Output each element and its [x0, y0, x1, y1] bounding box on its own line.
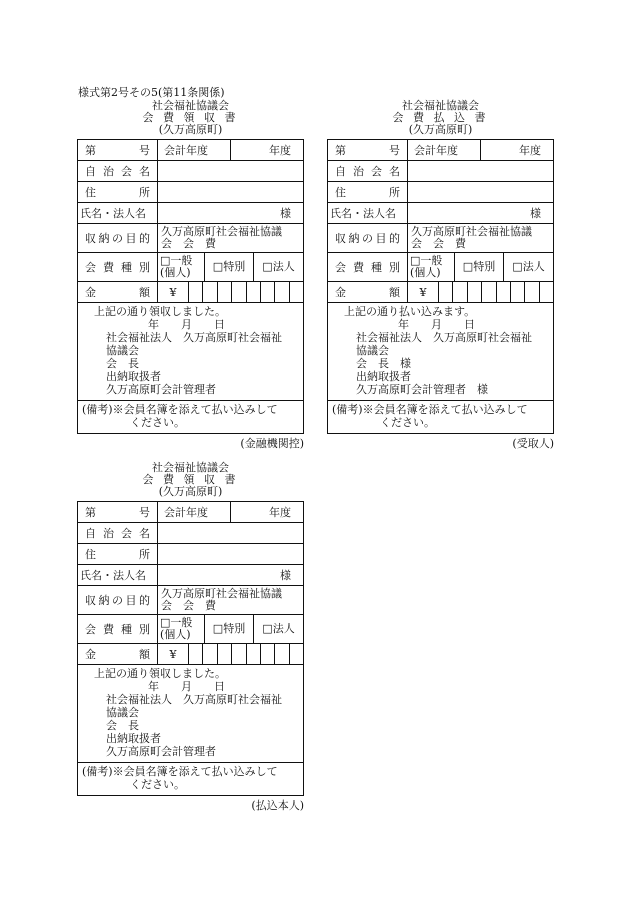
slip-header — [327, 100, 554, 139]
receipt-statement-block — [78, 665, 304, 763]
amount-digit-box — [231, 282, 245, 302]
accountant-line: 久万高原町会計管理者 様 — [356, 383, 488, 396]
label-name: 氏名・法人名 — [78, 203, 158, 224]
row-association — [78, 161, 304, 182]
kind-corp-checkbox[interactable]: □法人 — [253, 615, 303, 643]
address-field[interactable] — [158, 544, 304, 565]
label-year: 年度 — [230, 140, 303, 160]
row-address — [78, 544, 304, 565]
fiscal-year-cell[interactable] — [158, 140, 304, 161]
chair-line: 会 長 様 — [356, 357, 411, 370]
association-field[interactable] — [408, 161, 554, 182]
slip-title: 会 費 領 収 書 — [142, 111, 239, 124]
remarks-line: (備考)※会員名簿を添えて払い込みして — [82, 765, 278, 778]
label-number: 第 号 — [328, 140, 408, 161]
slip-title: 会 費 領 収 書 — [142, 473, 239, 486]
label-address: 住 所 — [328, 182, 408, 203]
org-line-cont: 協議会 — [356, 344, 389, 357]
kind-options — [158, 615, 304, 644]
row-name — [78, 203, 304, 224]
receipt-statement: 上記の通り領収しました。 — [94, 305, 226, 318]
amount-field[interactable] — [158, 282, 304, 303]
kind-options — [408, 253, 554, 282]
label-address: 住 所 — [78, 544, 158, 565]
amount-digit-box — [452, 282, 466, 302]
row-receipt — [78, 303, 304, 401]
slip-town: (久万高原町) — [158, 485, 223, 498]
row-receipt — [78, 665, 304, 763]
row-kind — [328, 253, 554, 282]
row-receipt — [328, 303, 554, 401]
remarks — [78, 763, 304, 796]
purpose-value: 久万高原町社会福祉協議 会 会 費 — [158, 586, 304, 615]
row-purpose — [78, 586, 304, 615]
slip-org: 社会福祉協議会 — [152, 461, 229, 474]
amount-digit-box — [188, 644, 202, 664]
label-fiscal-year: 会計年度 — [414, 143, 458, 157]
amount-digit-box — [231, 644, 245, 664]
kind-general-checkbox[interactable]: □一般 (個人) — [160, 254, 193, 279]
amount-digit-box — [188, 282, 202, 302]
row-association — [78, 523, 304, 544]
org-line: 社会福祉法人 久万高原町社会福祉 — [106, 331, 282, 344]
kind-special-checkbox[interactable]: □特別 — [454, 253, 503, 281]
remarks — [328, 401, 554, 434]
slip-header — [77, 462, 304, 501]
row-name — [328, 203, 554, 224]
date-line: 年 月 日 — [398, 318, 475, 331]
amount-digit-box — [510, 282, 524, 302]
purpose-value: 久万高原町社会福祉協議 会 会 費 — [158, 224, 304, 253]
row-purpose — [328, 224, 554, 253]
kind-corp-checkbox[interactable]: □法人 — [253, 253, 303, 281]
org-line-cont: 協議会 — [106, 344, 139, 357]
amount-field[interactable] — [158, 644, 304, 665]
amount-digit-box — [481, 282, 495, 302]
row-number — [78, 502, 304, 523]
amount-digit-box — [260, 644, 274, 664]
fiscal-year-cell[interactable] — [408, 140, 554, 161]
chair-line: 会 長 — [106, 357, 139, 370]
slip-town: (久万高原町) — [158, 123, 223, 136]
slip-copy-tag: (払込本人) — [251, 799, 304, 812]
currency-symbol: ¥ — [419, 285, 427, 299]
form-label: 様式第2号その5(第11条関係) — [78, 86, 225, 99]
receipt-statement-block — [78, 303, 304, 401]
amount-digit-box — [202, 282, 216, 302]
row-purpose — [78, 224, 304, 253]
purpose-value: 久万高原町社会福祉協議 会 会 費 — [408, 224, 554, 253]
receipt-statement: 上記の通り領収しました。 — [94, 667, 226, 680]
kind-general-checkbox[interactable]: □一般 (個人) — [410, 254, 443, 279]
row-amount — [328, 282, 554, 303]
name-field[interactable] — [158, 203, 304, 224]
currency-symbol: ¥ — [169, 647, 177, 661]
row-kind — [78, 615, 304, 644]
accountant-line: 久万高原町会計管理者 — [106, 383, 216, 396]
label-name: 氏名・法人名 — [78, 565, 158, 586]
label-fiscal-year: 会計年度 — [164, 505, 208, 519]
amount-digit-box — [524, 282, 538, 302]
amount-digit-box — [438, 282, 452, 302]
kind-special-checkbox[interactable]: □特別 — [204, 615, 253, 643]
amount-field[interactable] — [408, 282, 554, 303]
receipt-statement-block — [328, 303, 554, 401]
row-number — [78, 140, 304, 161]
date-line: 年 月 日 — [148, 318, 225, 331]
amount-digit-box — [274, 282, 288, 302]
slip-payment-recipient — [327, 100, 554, 450]
chair-line: 会 長 — [106, 719, 139, 732]
label-amount: 金 額 — [78, 282, 158, 303]
association-field[interactable] — [158, 523, 304, 544]
org-line: 社会福祉法人 久万高原町社会福祉 — [106, 693, 282, 706]
label-purpose: 収 納 の 目 的 — [78, 586, 158, 615]
amount-digit-box — [539, 282, 553, 302]
treasurer-line: 出納取扱者 — [106, 732, 161, 745]
slip-receipt-payer — [77, 462, 304, 812]
slip-town: (久万高原町) — [408, 123, 473, 136]
treasurer-line: 出納取扱者 — [356, 370, 411, 383]
label-year: 年度 — [480, 140, 553, 160]
amount-digit-box — [217, 644, 231, 664]
currency-symbol: ¥ — [169, 285, 177, 299]
remarks — [78, 401, 304, 434]
kind-options — [158, 253, 304, 282]
label-association: 自 治 会 名 — [78, 523, 158, 544]
row-remarks — [78, 401, 304, 434]
slip-table — [327, 139, 554, 434]
label-amount: 金 額 — [328, 282, 408, 303]
kind-corp-checkbox[interactable]: □法人 — [503, 253, 553, 281]
remarks-line-cont: ください。 — [130, 778, 185, 791]
label-fiscal-year: 会計年度 — [164, 143, 208, 157]
remarks-line: (備考)※会員名簿を添えて払い込みして — [332, 403, 528, 416]
label-kind: 会 費 種 別 — [78, 253, 158, 282]
sama-suffix: 様 — [280, 206, 291, 220]
label-association: 自 治 会 名 — [328, 161, 408, 182]
label-kind: 会 費 種 別 — [78, 615, 158, 644]
label-name: 氏名・法人名 — [328, 203, 408, 224]
address-field[interactable] — [408, 182, 554, 203]
row-amount — [78, 644, 304, 665]
slip-copy-tag: (受取人) — [512, 437, 554, 450]
amount-digit-box — [246, 644, 260, 664]
name-field[interactable] — [158, 565, 304, 586]
amount-digit-box — [496, 282, 510, 302]
association-field[interactable] — [158, 161, 304, 182]
slip-receipt-bank — [77, 100, 304, 450]
amount-digit-box — [202, 644, 216, 664]
label-kind: 会 費 種 別 — [328, 253, 408, 282]
row-kind — [78, 253, 304, 282]
slip-table — [77, 501, 304, 796]
accountant-line: 久万高原町会計管理者 — [106, 745, 216, 758]
slip-title: 会 費 払 込 書 — [392, 111, 489, 124]
date-line: 年 月 日 — [148, 680, 225, 693]
row-remarks — [78, 763, 304, 796]
amount-digit-box — [246, 282, 260, 302]
label-purpose: 収 納 の 目 的 — [78, 224, 158, 253]
org-line: 社会福祉法人 久万高原町社会福祉 — [356, 331, 532, 344]
slip-org: 社会福祉協議会 — [402, 99, 479, 112]
sama-suffix: 様 — [280, 568, 291, 582]
slip-table — [77, 139, 304, 434]
amount-digit-box — [289, 282, 303, 302]
label-amount: 金 額 — [78, 644, 158, 665]
label-association: 自 治 会 名 — [78, 161, 158, 182]
label-year: 年度 — [230, 502, 303, 522]
fiscal-year-cell[interactable] — [158, 502, 304, 523]
slip-copy-tag: (金融機関控) — [240, 437, 304, 450]
kind-special-checkbox[interactable]: □特別 — [204, 253, 253, 281]
row-number — [328, 140, 554, 161]
row-address — [328, 182, 554, 203]
amount-digit-box — [274, 644, 288, 664]
row-amount — [78, 282, 304, 303]
remarks-line-cont: ください。 — [130, 416, 185, 429]
amount-digit-box — [467, 282, 481, 302]
label-number: 第 号 — [78, 502, 158, 523]
row-address — [78, 182, 304, 203]
sama-suffix: 様 — [530, 206, 541, 220]
amount-digit-box — [260, 282, 274, 302]
amount-digit-box — [217, 282, 231, 302]
label-number: 第 号 — [78, 140, 158, 161]
row-remarks — [328, 401, 554, 434]
remarks-line: (備考)※会員名簿を添えて払い込みして — [82, 403, 278, 416]
treasurer-line: 出納取扱者 — [106, 370, 161, 383]
slip-org: 社会福祉協議会 — [152, 99, 229, 112]
row-name — [78, 565, 304, 586]
receipt-statement: 上記の通り払い込みます。 — [344, 305, 476, 318]
address-field[interactable] — [158, 182, 304, 203]
row-association — [328, 161, 554, 182]
label-purpose: 収 納 の 目 的 — [328, 224, 408, 253]
name-field[interactable] — [408, 203, 554, 224]
amount-digit-box — [289, 644, 303, 664]
kind-general-checkbox[interactable]: □一般 (個人) — [160, 616, 193, 641]
org-line-cont: 協議会 — [106, 706, 139, 719]
label-address: 住 所 — [78, 182, 158, 203]
remarks-line-cont: ください。 — [380, 416, 435, 429]
slip-header — [77, 100, 304, 139]
